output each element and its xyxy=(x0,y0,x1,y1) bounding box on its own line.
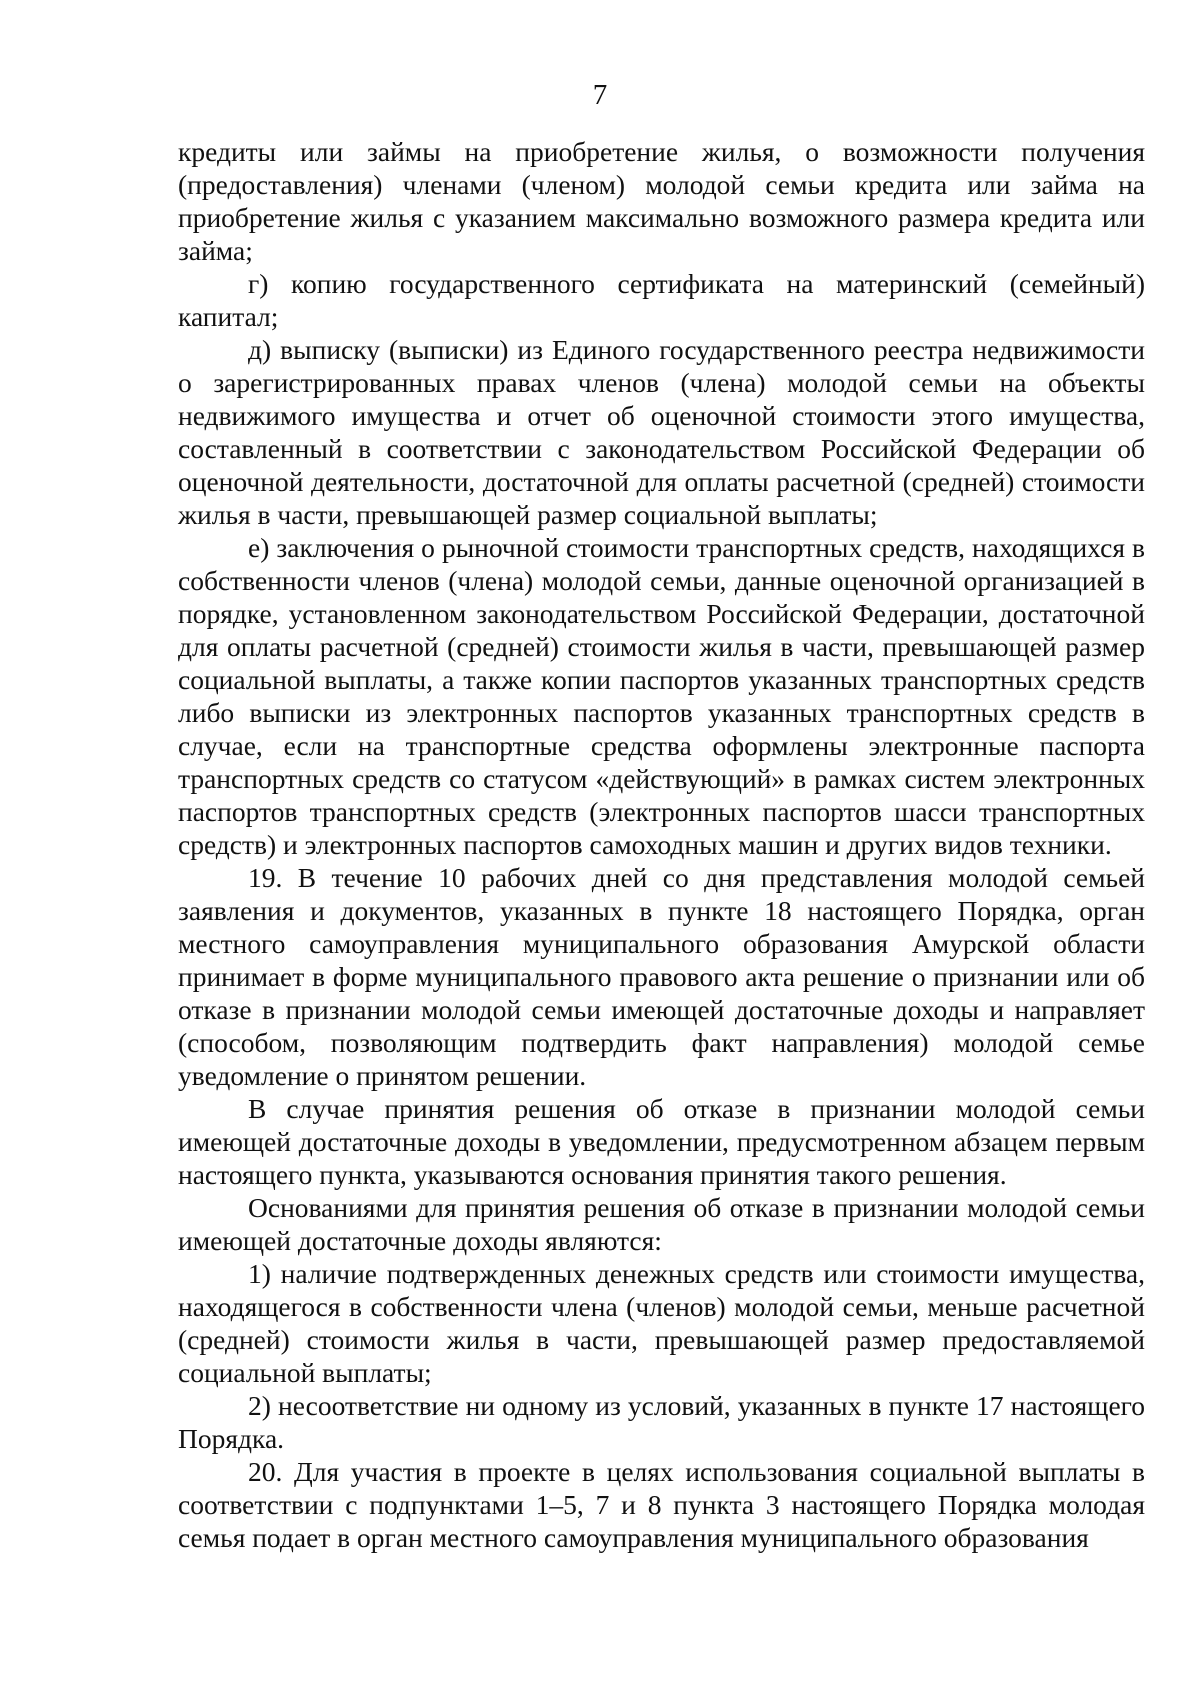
paragraph-refusal-notice: В случае принятия решения об отказе в признании молодой семьи имеющей достаточные доходы в уведомлении, предусмотренном абзацем первым настоящего пункта, указываются основания принятия такого решения. xyxy=(178,1093,1145,1190)
paragraph-ground-1: 1) наличие подтвержденных денежных средств или стоимости имущества, находящегося в собственности члена (членов) молодой семьи, меньше расчетной (средней) стоимости жилья в части, превышающей размер предоставляемой социальной выплаты; xyxy=(178,1258,1145,1388)
paragraph-item-g: г) копию государственного сертификата на материнский (семейный) капитал; xyxy=(178,268,1145,332)
paragraph-item-e: е) заключения о рыночной стоимости транспортных средств, находящихся в собственности членов (члена) молодой семьи, данные оценочной организацией в порядке, установленном законодательством Российской Федерации, достаточной для оплаты расчетной (средней) стоимости жилья в части, превышающей размер социальной выплаты, а также копии паспортов указанных транспортных средств либо выписки из электронных паспортов указанных транспортных средств в случае, если на транспортные средства оформлены электронные паспорта транспортных средств со статусом «действующий» в рамках систем электронных паспортов транспортных средств (электронных паспортов шасси транспортных средств) и электронных паспортов самоходных машин и других видов техники. xyxy=(178,532,1145,860)
page-number: 7 xyxy=(592,79,608,111)
paragraph-item-d: д) выписку (выписки) из Единого государственного реестра недвижимости о зарегистрированных правах членов (члена) молодой семьи на объекты недвижимого имущества и отчет об оценочной стоимости этого имущества, составленный в соответствии с законодательством Российской Федерации об оценочной деятельности, достаточной для оплаты расчетной (средней) стоимости жилья в части, превышающей размер социальной выплаты; xyxy=(178,334,1145,530)
paragraph-continuation: кредиты или займы на приобретение жилья, о возможности получения (предоставления) членами (членом) молодой семьи кредита или займа на приобретение жилья с указанием максимально возможного размера кредита или займа; xyxy=(178,136,1145,266)
document-body xyxy=(178,135,1145,1554)
paragraph-refusal-grounds: Основаниями для принятия решения об отказе в признании молодой семьи имеющей достаточные доходы являются: xyxy=(178,1192,1145,1256)
paragraph-clause-20: 20. Для участия в проекте в целях использования социальной выплаты в соответствии с подпунктами 1–5, 7 и 8 пункта 3 настоящего Порядка молодая семья подает в орган местного самоуправления муниципального образования xyxy=(178,1456,1145,1553)
paragraph-clause-19: 19. В течение 10 рабочих дней со дня представления молодой семьей заявления и документов, указанных в пункте 18 настоящего Порядка, орган местного самоуправления муниципального образования Амурской области принимает в форме муниципального правового акта решение о признании или об отказе в признании молодой семьи имеющей достаточные доходы и направляет (способом, позволяющим подтвердить факт направления) молодой семье уведомление о принятом решении. xyxy=(178,862,1145,1091)
paragraph-ground-2: 2) несоответствие ни одному из условий, указанных в пункте 17 настоящего Порядка. xyxy=(178,1390,1145,1454)
